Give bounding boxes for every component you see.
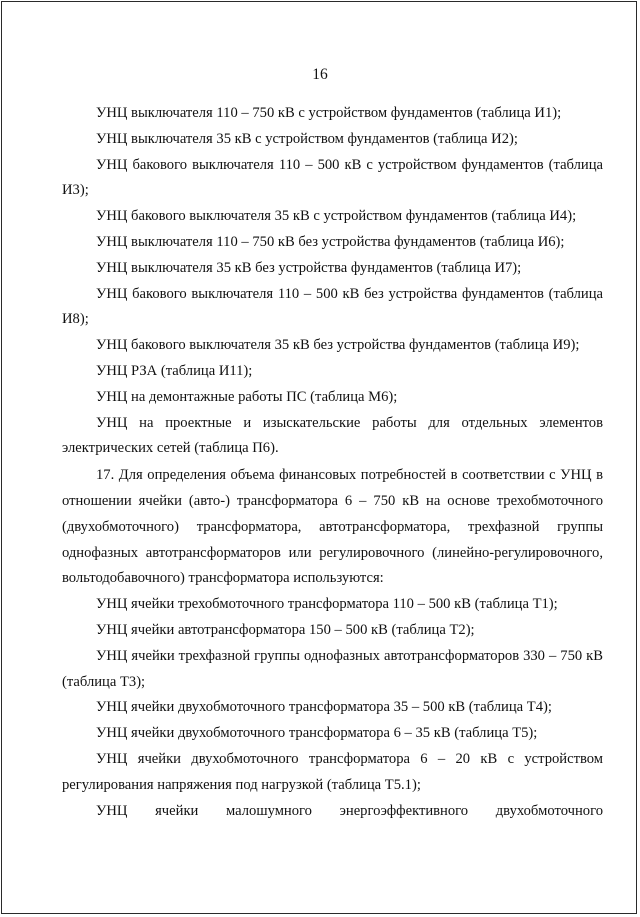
paragraph-i9: УНЦ бакового выключателя 35 кВ без устройства фундаментов (таблица И9); [96, 337, 580, 354]
paragraph-i2: УНЦ выключателя 35 кВ с устройством фундаментов (таблица И2); [96, 130, 518, 147]
paragraph-m6: УНЦ на демонтажные работы ПС (таблица М6); [96, 388, 398, 405]
page-number: 16 [312, 66, 328, 83]
paragraph-i3: УНЦ бакового выключателя 110 – 500 кВ с устройством фундаментов (таблица И3); [62, 156, 603, 199]
paragraph-t3: УНЦ ячейки трехфазной группы однофазных автотрансформаторов 330 – 750 кВ (таблица Т3); [62, 647, 603, 690]
paragraph-i11: УНЦ РЗА (таблица И11); [96, 362, 253, 379]
paragraph-i4: УНЦ бакового выключателя 35 кВ с устройством фундаментов (таблица И4); [96, 208, 577, 225]
paragraph-continued: УНЦ ячейки малошумного энергоэффективного двухобмоточного [96, 802, 603, 819]
paragraph-t5-1: УНЦ ячейки двухобмоточного трансформатора 6 – 20 кВ с устройством регулирования напряжения под нагрузкой (таблица Т5.1); [62, 750, 603, 793]
paragraph-t4: УНЦ ячейки двухобмоточного трансформатора 35 – 500 кВ (таблица Т4); [96, 699, 552, 716]
paragraph-t5: УНЦ ячейки двухобмоточного трансформатора 6 – 35 кВ (таблица Т5); [96, 725, 538, 742]
paragraph-i6: УНЦ выключателя 110 – 750 кВ без устройства фундаментов (таблица И6); [96, 233, 565, 250]
paragraph-p6: УНЦ на проектные и изыскательские работы для отдельных элементов электрических сетей (таблица П6). [62, 414, 603, 457]
paragraph-i8: УНЦ бакового выключателя 110 – 500 кВ без устройства фундаментов (таблица И8); [62, 285, 603, 328]
paragraph-i1: УНЦ выключателя 110 – 750 кВ с устройством фундаментов (таблица И1); [96, 105, 562, 121]
paragraph-item-17: 17. Для определения объема финансовых потребностей в соответствии с УНЦ в отношении ячейки (авто-) трансформатора 6 – 750 кВ на основе трехобмоточного (двухобмоточного) трансформатора, автотрансформатора, трехфазной группы однофазных автотрансформаторов или регулировочного (линейно-регулировочного, вольтодобавочного) трансформатора используются: [62, 467, 603, 587]
paragraph-t2: УНЦ ячейки автотрансформатора 150 – 500 кВ (таблица Т2); [96, 621, 475, 638]
paragraph-t1: УНЦ ячейки трехобмоточного трансформатора 110 – 500 кВ (таблица Т1); [96, 596, 558, 613]
paragraph-i7: УНЦ выключателя 35 кВ без устройства фундаментов (таблица И7); [96, 259, 522, 276]
document-body [62, 101, 603, 824]
